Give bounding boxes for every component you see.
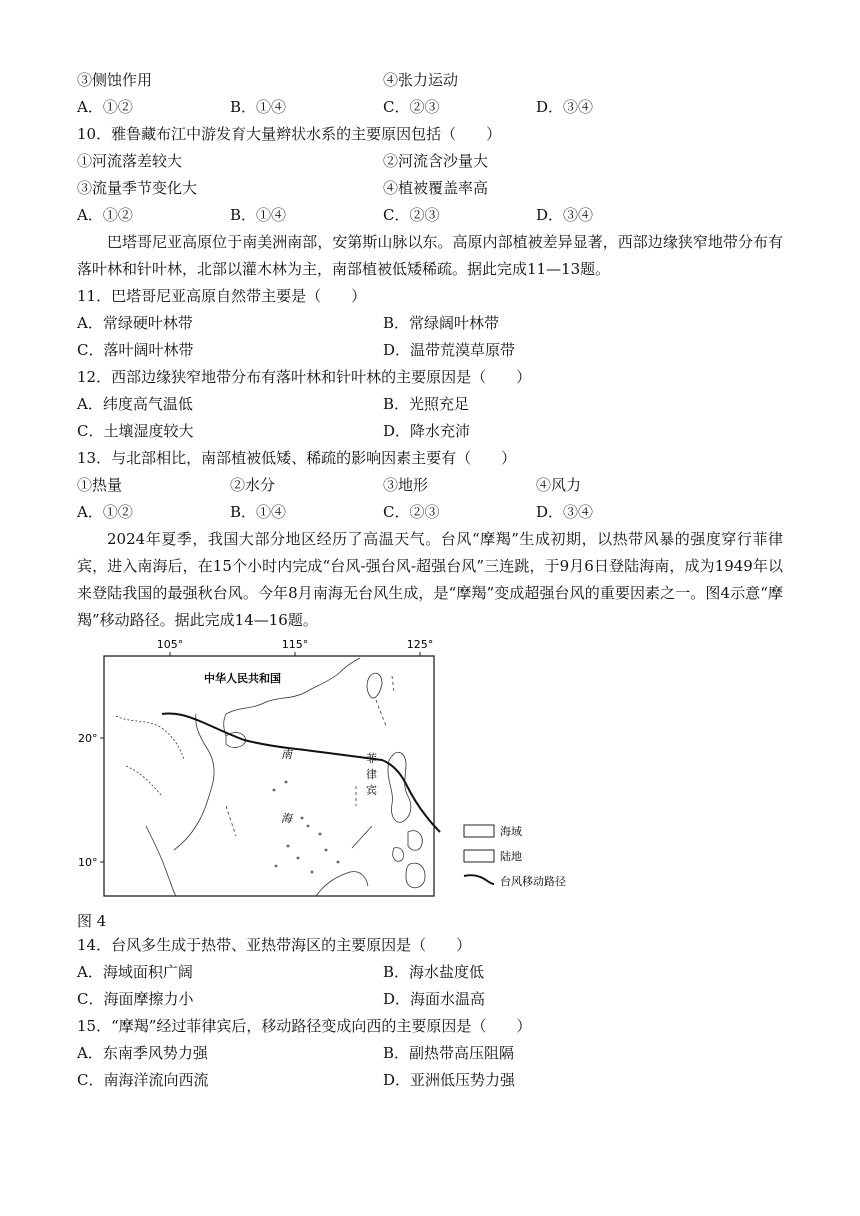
q13-answer-b: B．①④ [230, 503, 287, 521]
typhoon-path-map [76, 636, 596, 906]
q13-answer-a: A．①② [77, 503, 133, 521]
q12-option-b: B．光照充足 [383, 395, 470, 413]
q12-stem: 12．西部边缘狭窄地带分布有落叶林和针叶林的主要原因是（ ） [77, 368, 532, 386]
q15-option-a: A．东南季风势力强 [77, 1044, 208, 1062]
legend-land-swatch [464, 850, 494, 862]
q14-option-a: A．海域面积广阔 [77, 963, 193, 981]
legend-land-label: 陆地 [500, 850, 522, 863]
passage-patagonia: 巴塔哥尼亚高原位于南美洲南部，安第斯山脉以东。高原内部植被差异显著，西部边缘狭窄地带分布有落叶林和针叶林，北部以灌木林为主，南部植被低矮稀疏。据此完成11—13题。 [77, 233, 783, 278]
q13-answer-c: C．②③ [383, 503, 440, 521]
q13-factor-3: ③地形 [383, 476, 429, 494]
q11-option-c: C．落叶阔叶林带 [77, 341, 194, 359]
philippines-char-1: 菲 [366, 752, 377, 765]
legend-sea-swatch [464, 825, 494, 837]
q11-stem: 11．巴塔哥尼亚高原自然带主要是（ ） [77, 287, 367, 305]
lat-label-10: 10° [78, 856, 98, 869]
legend-path-label: 台风移动路径 [500, 875, 566, 888]
q10-option-1: ①河流落差较大 [77, 152, 183, 170]
q10-stem: 10．雅鲁藏布江中游发育大量辫状水系的主要原因包括（ ） [77, 125, 502, 143]
philippines-char-3: 宾 [366, 784, 377, 797]
q15-stem: 15．“摩羯”经过菲律宾后，移动路径变成向西的主要原因是（ ） [77, 1017, 532, 1035]
lat-label-20: 20° [78, 732, 98, 745]
q10-option-3: ③流量季节变化大 [77, 179, 198, 197]
q14-option-b: B．海水盐度低 [383, 963, 485, 981]
q12-option-a: A．纬度高气温低 [77, 395, 193, 413]
q9-answer-d: D．③④ [536, 98, 594, 116]
q12-option-c: C．土壤湿度较大 [77, 422, 194, 440]
q11-option-d: D．温带荒漠草原带 [383, 341, 516, 359]
q13-factor-2: ②水分 [230, 476, 276, 494]
lon-label-125: 125° [406, 638, 434, 651]
south-sea-label-2: 海 [281, 812, 292, 825]
lon-label-105: 105° [156, 638, 184, 651]
q10-answer-d: D．③④ [536, 206, 594, 224]
q14-option-d: D．海面水温高 [383, 990, 486, 1008]
q11-option-a: A．常绿硬叶林带 [77, 314, 193, 332]
q9-answer-b: B．①④ [230, 98, 287, 116]
map-legend [464, 824, 566, 888]
q10-answer-b: B．①④ [230, 206, 287, 224]
q9-answer-c: C．②③ [383, 98, 440, 116]
q15-option-d: D．亚洲低压势力强 [383, 1071, 516, 1089]
q13-stem: 13．与北部相比，南部植被低矮、稀疏的影响因素主要有（ ） [77, 449, 517, 467]
q14-option-c: C．海面摩擦力小 [77, 990, 194, 1008]
q12-option-d: D．降水充沛 [383, 422, 471, 440]
q10-answer-a: A．①② [77, 206, 133, 224]
legend-sea-label: 海域 [500, 825, 522, 838]
china-label: 中华人民共和国 [204, 672, 281, 685]
q14-stem: 14．台风多生成于热带、亚热带海区的主要原因是（ ） [77, 936, 472, 954]
q10-option-4: ④植被覆盖率高 [383, 179, 489, 197]
q13-factor-4: ④风力 [536, 476, 582, 494]
q15-option-b: B．副热带高压阻隔 [383, 1044, 515, 1062]
q15-option-c: C．南海洋流向西流 [77, 1071, 209, 1089]
south-sea-label-1: 南 [281, 748, 292, 761]
legend-path-swatch [464, 875, 494, 884]
q13-factor-1: ①热量 [77, 476, 123, 494]
q9-option-4: ④张力运动 [383, 71, 459, 89]
figure-caption: 图 4 [77, 912, 107, 930]
philippines-char-2: 律 [366, 768, 377, 781]
q9-option-3: ③侧蚀作用 [77, 71, 153, 89]
lon-label-115: 115° [281, 638, 309, 651]
q13-answer-d: D．③④ [536, 503, 594, 521]
q11-option-b: B．常绿阔叶林带 [383, 314, 500, 332]
q10-option-2: ②河流含沙量大 [383, 152, 489, 170]
map-frame [104, 656, 434, 896]
q10-answer-c: C．②③ [383, 206, 440, 224]
q9-answer-a: A．①② [77, 98, 133, 116]
passage-typhoon: 2024年夏季，我国大部分地区经历了高温天气。台风“摩羯”生成初期，以热带风暴的强度穿行菲律宾，进入南海后，在15个小时内完成“台风-强台风-超强台风”三连跳，于9月6日登陆海南，成为1949年以来登陆我国的最强秋台风。今年8月南海无台风生成，是“摩羯”变成超强台风的重要因素之一。图4示意“摩羯”移动路径。据此完成14—16题。 [77, 530, 783, 629]
